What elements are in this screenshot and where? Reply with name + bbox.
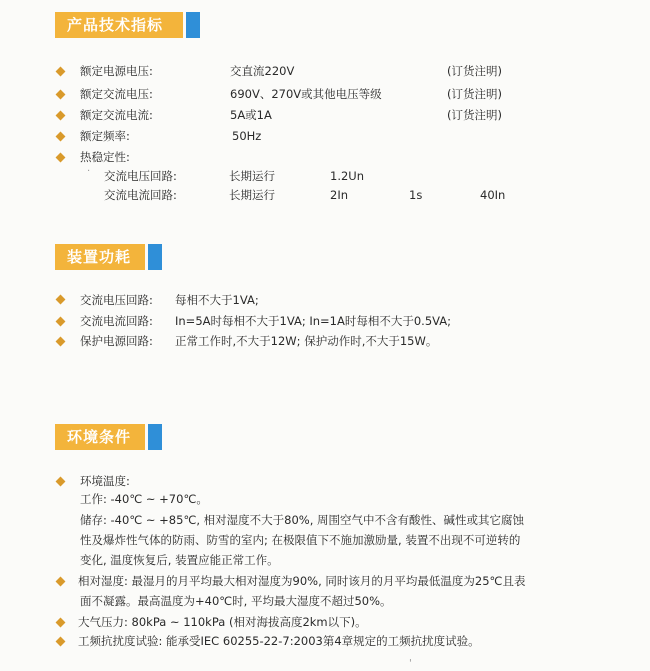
scan-mark: ': [409, 658, 412, 669]
section-header-environment: [55, 424, 160, 450]
scan-mark: ·: [87, 166, 91, 177]
section-header-power-consumption: [55, 244, 160, 270]
spec-note: (订货注明): [447, 87, 502, 101]
thermal-time: 1s: [409, 188, 423, 202]
bullet-icon: [56, 337, 66, 347]
spec-value: 交直流220V: [230, 64, 295, 78]
bullet-icon: [56, 477, 66, 487]
pressure-text: 大气压力: 80kPa ~ 110kPa (相对海拔高度2km以下)。: [78, 615, 367, 629]
section-header-product-specs: [55, 12, 200, 38]
spec-note: (订货注明): [447, 64, 502, 78]
power-value: In=5A时每相不大于1VA; In=1A时每相不大于0.5VA;: [175, 314, 452, 328]
section-title: 装置功耗: [55, 244, 145, 270]
spec-label: 额定交流电流:: [80, 108, 153, 122]
env-temp-work: 工作: -40℃ ~ +70℃。: [80, 492, 208, 506]
humidity-line: 面不凝露。最高温度为+40℃时, 平均最大湿度不超过50%。: [80, 594, 392, 608]
bullet-icon: [56, 637, 66, 647]
env-temp-storage-line: 变化, 温度恢复后, 装置应能正常工作。: [80, 553, 279, 567]
spec-label: 热稳定性:: [80, 150, 130, 164]
spec-note: (订货注明): [447, 108, 502, 122]
header-accent: [148, 424, 162, 450]
header-accent: [148, 244, 162, 270]
power-value: 每相不大于1VA;: [175, 293, 259, 307]
spec-label: 额定电源电压:: [80, 64, 153, 78]
bullet-icon: [56, 90, 66, 100]
power-label: 保护电源回路:: [80, 334, 153, 348]
env-temp-storage-line: 储存: -40℃ ~ +85℃, 相对湿度不大于80%, 周围空气中不含有酸性、碱性或其它腐蚀: [80, 513, 525, 527]
bullet-icon: [56, 132, 66, 142]
bullet-icon: [56, 618, 66, 628]
power-label: 交流电流回路:: [80, 314, 153, 328]
thermal-label: 交流电流回路:: [104, 188, 177, 202]
humidity-line: 相对湿度: 最湿月的月平均最大相对湿度为90%, 同时该月的月平均最低温度为25℃且表: [78, 574, 526, 588]
thermal-mode: 长期运行: [229, 169, 275, 183]
env-temp-storage-line: 性及爆炸性气体的防雨、防雪的室内; 在极限值下不施加激励量, 装置不出现不可逆转的: [80, 533, 521, 547]
spec-label: 额定频率:: [80, 129, 130, 143]
bullet-icon: [56, 67, 66, 77]
header-accent: [186, 12, 200, 38]
spec-value: 5A或1A: [230, 108, 272, 122]
bullet-icon: [56, 111, 66, 121]
section-title: 产品技术指标: [55, 12, 183, 38]
spec-value: 50Hz: [232, 129, 262, 143]
thermal-value2: 40In: [480, 188, 506, 202]
spec-value: 690V、270V或其他电压等级: [230, 87, 382, 101]
env-temp-label: 环境温度:: [80, 474, 130, 488]
thermal-mode: 长期运行: [229, 188, 275, 202]
spec-label: 额定交流电压:: [80, 87, 153, 101]
bullet-icon: [56, 153, 66, 163]
power-value: 正常工作时,不大于12W; 保护动作时,不大于15W。: [175, 334, 438, 348]
thermal-value: 1.2Un: [330, 169, 364, 183]
section-title: 环境条件: [55, 424, 145, 450]
thermal-value: 2In: [330, 188, 348, 202]
power-label: 交流电压回路:: [80, 293, 153, 307]
bullet-icon: [56, 317, 66, 327]
thermal-label: 交流电压回路:: [104, 169, 177, 183]
bullet-icon: [56, 577, 66, 587]
bullet-icon: [56, 295, 66, 305]
interference-text: 工频抗扰度试验: 能承受IEC 60255-22-7:2003第4章规定的工频抗扰度试验。: [78, 634, 480, 648]
